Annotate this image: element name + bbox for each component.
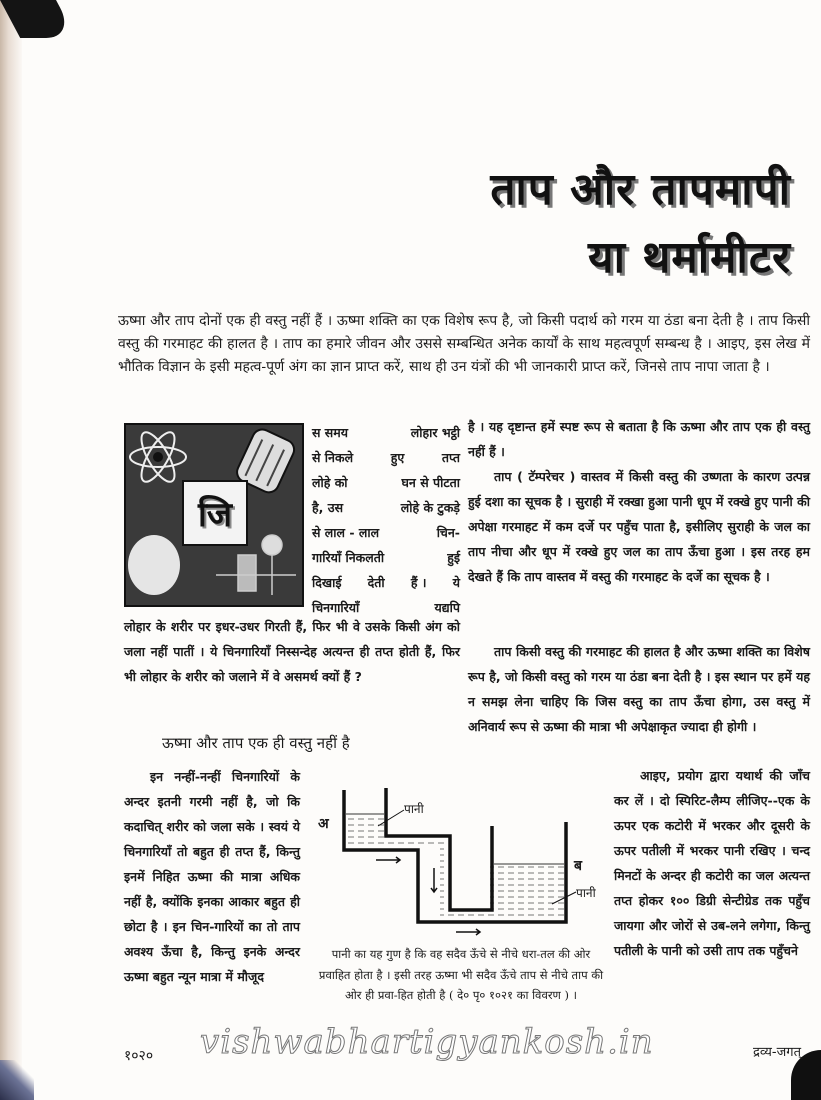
right-paragraph-4: आइए, प्रयोग द्वारा यथार्थ की जाँच कर लें । दो स्पिरिट-लैम्प लीजिए--एक के ऊपर एक कटोरी में भरकर और दूसरी के ऊपर पतीली में भरकर पानी रखिए । चन्द मिनटों के अन्दर ही कटोरी का जल अत्यन्त तप्त होकर १०० डिग्री सेन्टीग्रेड तक पहुँच जायगा और जोरों से उब-लने लगेगा, किन्तु पतीली के पानी को उसी ताप तक पहुँचने xyxy=(614,768,810,958)
wrapped-word: हुई xyxy=(447,550,460,565)
diagram-label-a: अ xyxy=(318,816,329,832)
wrapped-line xyxy=(312,420,460,445)
wrapped-line xyxy=(312,445,460,470)
section-name: द्रव्य-जगत् xyxy=(753,1045,801,1060)
right-paragraph-3: ताप किसी वस्तु की गरमाहट की हालत है और ऊष्मा शक्ति का विशेष रूप है, जो किसी वस्तु को गरम या ठंडा बना देती है । इस स्थान पर हमें यह न समझ लेना चाहिए कि जिस वस्तु का ताप ऊँचा होगा, उस वस्तु में अनिवार्य रूप से ऊष्मा की मात्रा भी अपेक्षाकृत ज्यादा ही होगी । xyxy=(468,644,810,734)
flow-arrow-icon xyxy=(376,857,400,863)
wrapped-word: ये xyxy=(452,575,460,590)
right-paragraph-2: ताप ( टॅम्परेचर ) वास्तव में किसी वस्तु की उष्णता के कारण उत्पन्न हुई दशा का सूचक है । सुराही में रक्खा हुआ पानी धूप में रक्खे हुए पानी की अपेक्षा गरमाहट में कम दर्जे पर पहुँच पाता है, इसीलिए सुराही के जल का ताप नीचा और धूप में रक्खे हुए जल का ताप ऊँचा हुआ । इस तरह हम देखते हैं कि ताप वास्तव में वस्तु की गरमाहट के दर्जे का सूचक है । xyxy=(468,469,810,584)
bulb-shape xyxy=(128,535,180,595)
wrapped-opening-text xyxy=(312,420,460,620)
wrapped-word: लोहे के टुकड़े xyxy=(400,500,460,515)
page-corner-shadow xyxy=(0,1060,34,1100)
article-title-line-1: ताप और तापमापी xyxy=(490,164,791,215)
wrapped-line xyxy=(312,495,460,520)
left-paragraph-1-continued: लोहार के शरीर पर इधर-उधर गिरती हैं, फिर भी वे उसके किसी अंग को जला नहीं पातीं । ये चिनगारियाँ निस्सन्देह अत्यन्त ही तप्त होती हैं, फिर भी लोहार के शरीर को जलाने में वे असमर्थ क्यों हैं ? xyxy=(124,619,460,684)
wrapped-word: तप्त xyxy=(441,450,460,465)
wrapped-word: से लाल - लाल xyxy=(312,525,380,540)
drop-cap-illustration xyxy=(124,423,304,607)
wrapped-word: लोहार भट्ठी xyxy=(410,425,460,440)
wrapped-word: गारियाँ निकलती xyxy=(312,550,385,565)
wrapped-word: दिखाई xyxy=(312,575,342,590)
wrapped-word: लोहे को xyxy=(312,475,348,490)
wrapped-word: से निकले xyxy=(312,450,354,465)
article-title-line-2: या थर्मामीटर xyxy=(588,232,791,283)
wrapped-word: स समय xyxy=(312,425,348,440)
section-subheading: ऊष्मा और ताप एक ही वस्तु नहीं है xyxy=(162,734,350,752)
water-b xyxy=(490,864,564,920)
diagram-label-b: ब xyxy=(574,858,582,874)
book-spine-shadow xyxy=(0,0,22,1100)
wrapped-line xyxy=(312,545,460,570)
diagram-water-label-a: पानी xyxy=(404,802,424,816)
wrapped-word: हैं । xyxy=(410,575,427,590)
flow-arrow-icon xyxy=(456,929,480,935)
wrapped-line xyxy=(312,570,460,595)
wrapped-word: हुए xyxy=(390,450,405,465)
page-number: १०२० xyxy=(124,1048,154,1064)
wrapped-word: चिन- xyxy=(436,525,460,540)
right-paragraph-1: है । यह दृष्टान्त हमें स्पष्ट रूप से बताता है कि ऊष्मा और ताप एक ही वस्तु नहीं हैं । xyxy=(468,419,810,459)
intro-paragraph: ऊष्मा और ताप दोनों एक ही वस्तु नहीं हैं । ऊष्मा शक्ति का एक विशेष रूप है, जो किसी पदार्थ को गरम या ठंडा बना देती है । ताप किसी वस्तु की गरमाहट की हालत है । ताप का हमारे जीवन और उससे सम्बन्धित अनेक कार्यों के साथ महत्वपूर्ण सम्बन्ध है । आइए, इस लेख में भौतिक विज्ञान के इसी महत्व-पूर्ण अंग का ज्ञान प्राप्त करें, साथ ही उन यंत्रों की भी जानकारी प्राप्त करें, जिनसे ताप नापा जाता है । xyxy=(118,313,810,375)
drop-cap: जि xyxy=(182,480,248,546)
wrapped-word: चिनगारियाँ xyxy=(312,600,360,615)
wrapped-word: यद्यपि xyxy=(434,600,460,615)
watermark: vishwabhartigyankosh.in xyxy=(200,1022,654,1062)
wrapped-line xyxy=(312,470,460,495)
wrapped-word: देती xyxy=(367,575,385,590)
wrapped-word: घन से पीटता xyxy=(401,475,460,490)
diagram-caption: पानी का यह गुण है कि वह सदैव ऊँचे से नीचे धरा-तल की ओर प्रवाहित होता है । इसी तरह ऊष्मा भी सदैव ऊँचे ताप से नीचे ताप की ओर ही प्रवा-हित होती है ( दे० पृ० १०२१ का विवरण ) । xyxy=(318,947,604,1002)
flow-arrow-icon xyxy=(431,868,437,892)
diagram-water-label-b: पानी xyxy=(576,886,596,900)
wrapped-line xyxy=(312,520,460,545)
wrapped-word: है, उस xyxy=(312,500,344,515)
water-flow-diagram xyxy=(308,780,608,940)
left-paragraph-2: इन नन्हीं-नन्हीं चिनगारियों के अन्दर इतनी गरमी नहीं है, जो कि कदाचित् शरीर को जला सके । स्वयं ये चिनगारियाँ तो बहुत ही तप्त हैं, किन्तु इनमें निहित ऊष्मा की मात्रा अधिक नहीं है, क्योंकि इनका आकार बहुत ही छोटा है । इन चिन-गारियों का तो ताप अवश्य ऊँचा है, किन्तु इनके अन्दर ऊष्मा बहुत न्यून मात्रा में मौजूद xyxy=(124,769,300,984)
